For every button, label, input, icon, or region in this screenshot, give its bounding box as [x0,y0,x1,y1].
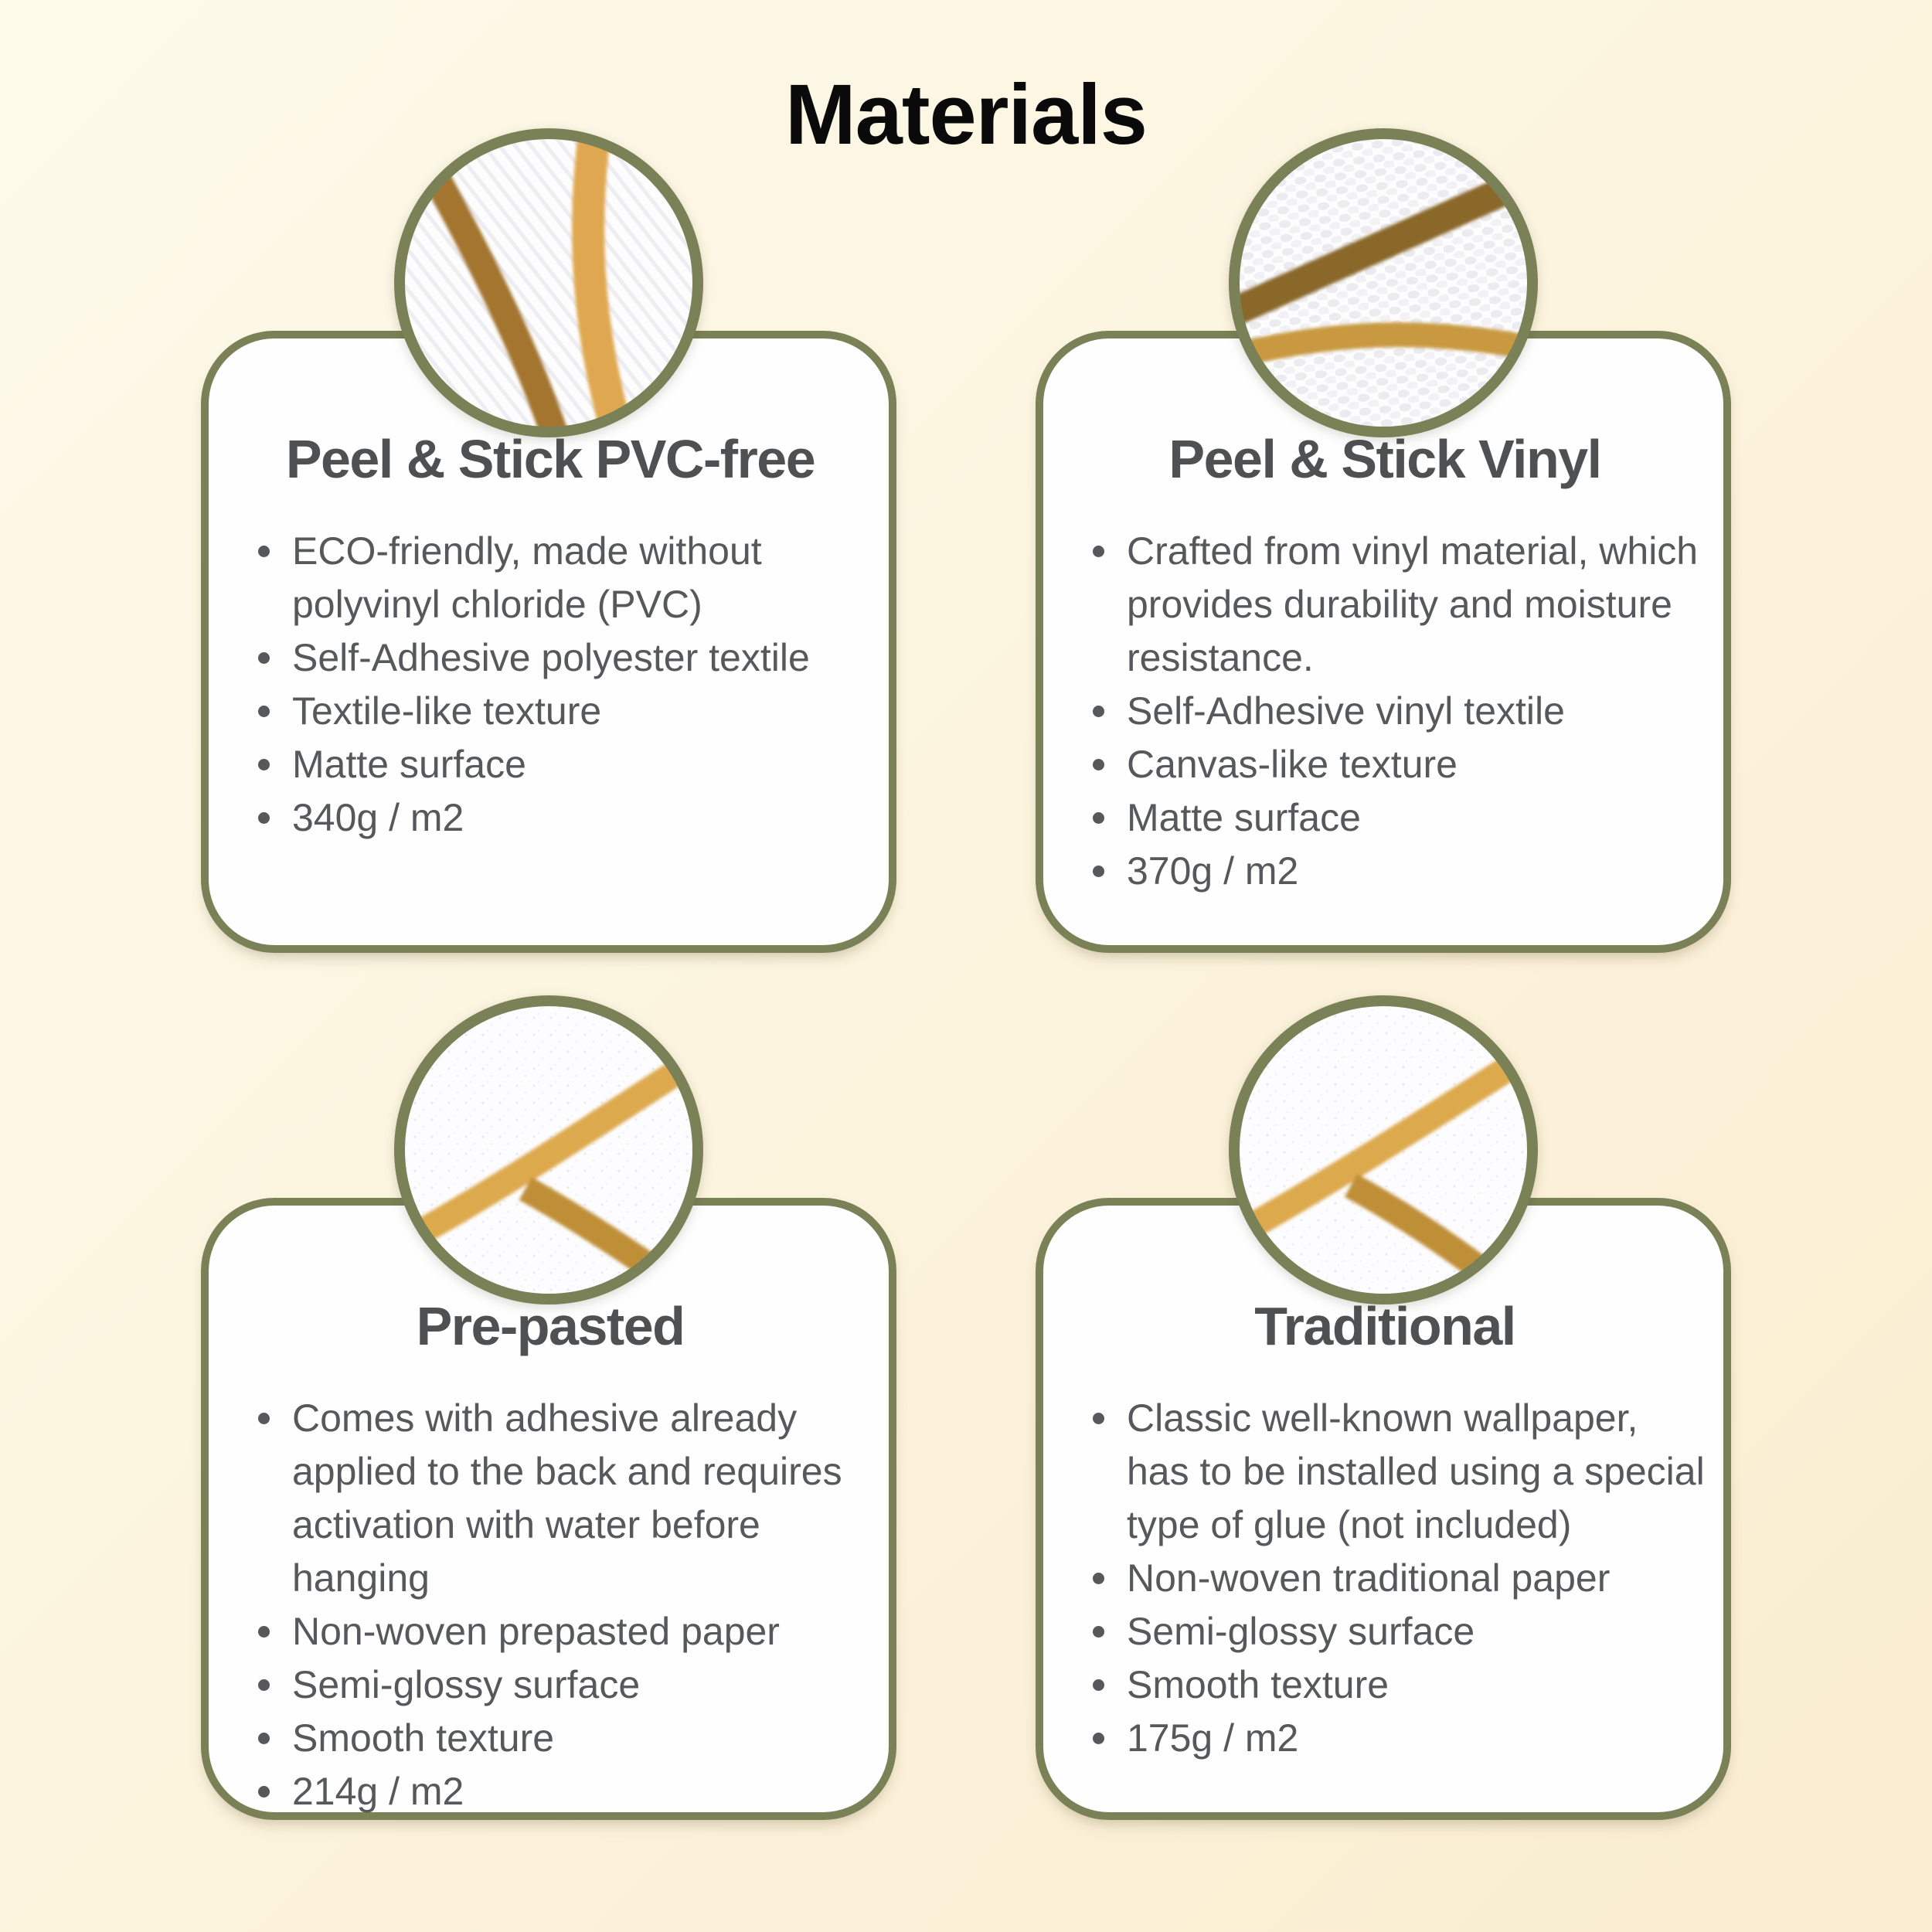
bullet-item: 340g / m2 [249,791,872,845]
material-card-prepasted [201,1198,896,1820]
bullet-item: Self-Adhesive vinyl textile [1083,685,1706,738]
bullet-item: 370g / m2 [1083,845,1706,898]
bullet-item: Self-Adhesive polyester textile [249,631,872,685]
smooth-traditional-swatch-image [1229,995,1538,1304]
smooth-prepasted-swatch-image [394,995,703,1304]
textile-weave-swatch-image [394,128,703,437]
bullet-item: Comes with adhesive already applied to the back and requires activation with water before hanging [249,1392,872,1605]
bullet-item: Textile-like texture [249,685,872,738]
bullet-item: 175g / m2 [1083,1712,1706,1765]
bullet-item: Matte surface [249,738,872,791]
bullet-item: Non-woven traditional paper [1083,1552,1706,1605]
bullet-item: Semi-glossy surface [249,1658,872,1712]
card-title: Peel & Stick Vinyl [1168,429,1601,489]
bullet-item: Classic well-known wallpaper, has to be installed using a special type of glue (not included) [1083,1392,1706,1552]
bullet-item: Semi-glossy surface [1083,1605,1706,1658]
bullet-list [1063,1392,1706,1765]
vinyl-canvas-swatch-image [1229,128,1538,437]
material-card-traditional [1036,1198,1731,1820]
card-title: Pre-pasted [416,1296,685,1356]
bullet-list [229,1392,872,1818]
material-card-vinyl [1036,331,1731,953]
bullet-item: 214g / m2 [249,1765,872,1818]
card-title: Traditional [1254,1296,1515,1356]
bullet-item: Smooth texture [1083,1658,1706,1712]
bullet-list [229,525,872,845]
bullet-item: ECO-friendly, made without polyvinyl chloride (PVC) [249,525,872,631]
bullet-item: Canvas-like texture [1083,738,1706,791]
material-card-pvc-free [201,331,896,953]
bullet-list [1063,525,1706,898]
bullet-item: Matte surface [1083,791,1706,845]
bullet-item: Smooth texture [249,1712,872,1765]
bullet-item: Non-woven prepasted paper [249,1605,872,1658]
page-title: Materials [785,67,1147,162]
bullet-item: Crafted from vinyl material, which provides durability and moisture resistance. [1083,525,1706,685]
card-title: Peel & Stick PVC-free [285,429,815,489]
